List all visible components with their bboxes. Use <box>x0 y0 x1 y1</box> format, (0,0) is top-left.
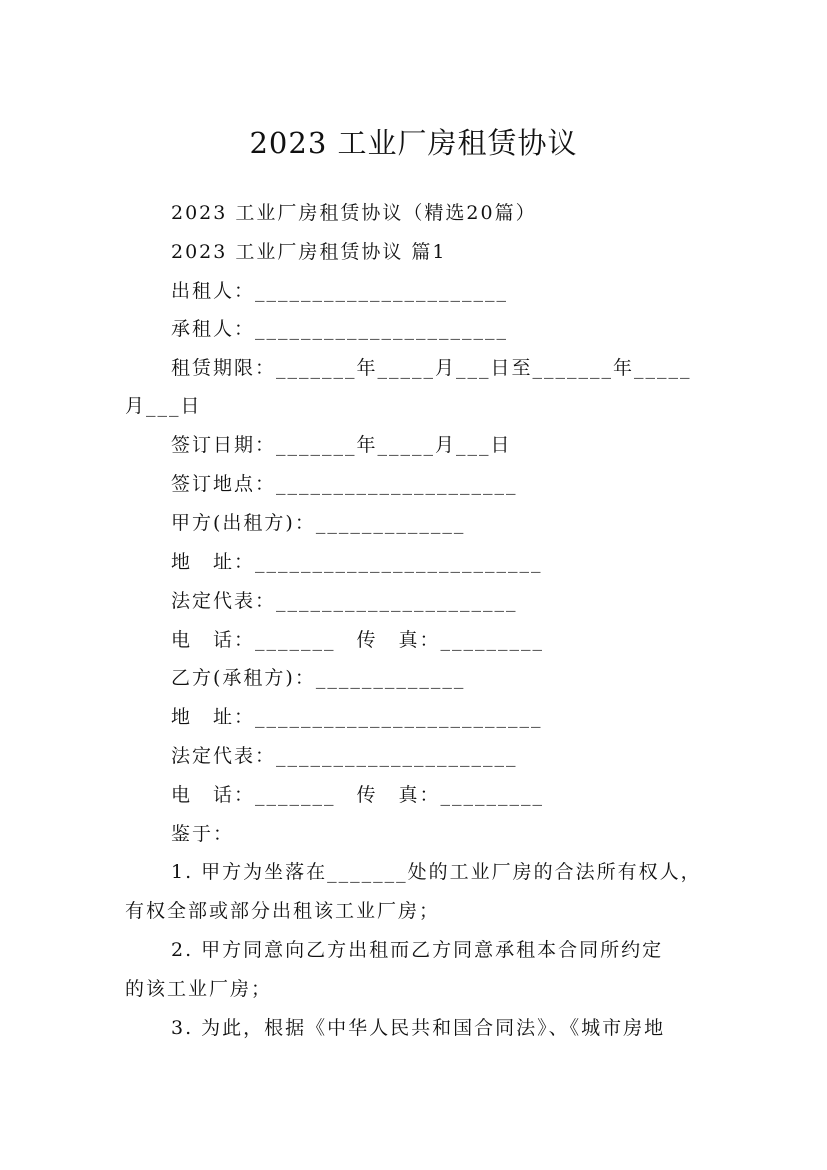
lessee-field: 承租人：______________________ <box>171 318 509 340</box>
document-title: 2023 工业厂房租赁协议 <box>249 126 578 161</box>
section-heading: 2023 工业厂房租赁协议 篇1 <box>171 241 447 263</box>
clause-1: 1. 甲方为坐落在_______处的工业厂房的合法所有权人， <box>171 861 702 883</box>
signing-date-field: 签订日期：_______年_____月___日 <box>171 434 512 456</box>
signing-place-field: 签订地点：_____________________ <box>171 473 518 495</box>
whereas-heading: 鉴于： <box>171 823 235 845</box>
party-b-phone-fax-field: 电 话：_______ 传 真：_________ <box>171 784 545 806</box>
lease-term-field-continued: 月___日 <box>125 395 202 417</box>
lease-term-field: 租赁期限：_______年_____月___日至_______年_____ <box>171 357 692 379</box>
clause-1-continued: 有权全部或部分出租该工业厂房； <box>125 900 441 922</box>
clause-2-continued: 的该工业厂房； <box>125 978 273 1000</box>
party-a-address-field: 地 址：_________________________ <box>171 551 543 573</box>
party-a-phone-fax-field: 电 话：_______ 传 真：_________ <box>171 629 545 651</box>
clause-3: 3. 为此，根据《中华人民共和国合同法》、《城市房地 <box>171 1017 666 1039</box>
lessor-field: 出租人：______________________ <box>171 280 509 302</box>
party-b-representative-field: 法定代表：_____________________ <box>171 745 518 767</box>
clause-2: 2. 甲方同意向乙方出租而乙方同意承租本合同所约定 <box>171 939 664 961</box>
party-a-field: 甲方(出租方)：_____________ <box>171 512 466 534</box>
party-a-representative-field: 法定代表：_____________________ <box>171 590 518 612</box>
subtitle-selection: 2023 工业厂房租赁协议（精选20篇） <box>171 202 537 224</box>
party-b-field: 乙方(承租方)：_____________ <box>171 667 466 689</box>
party-b-address-field: 地 址：_________________________ <box>171 706 543 728</box>
